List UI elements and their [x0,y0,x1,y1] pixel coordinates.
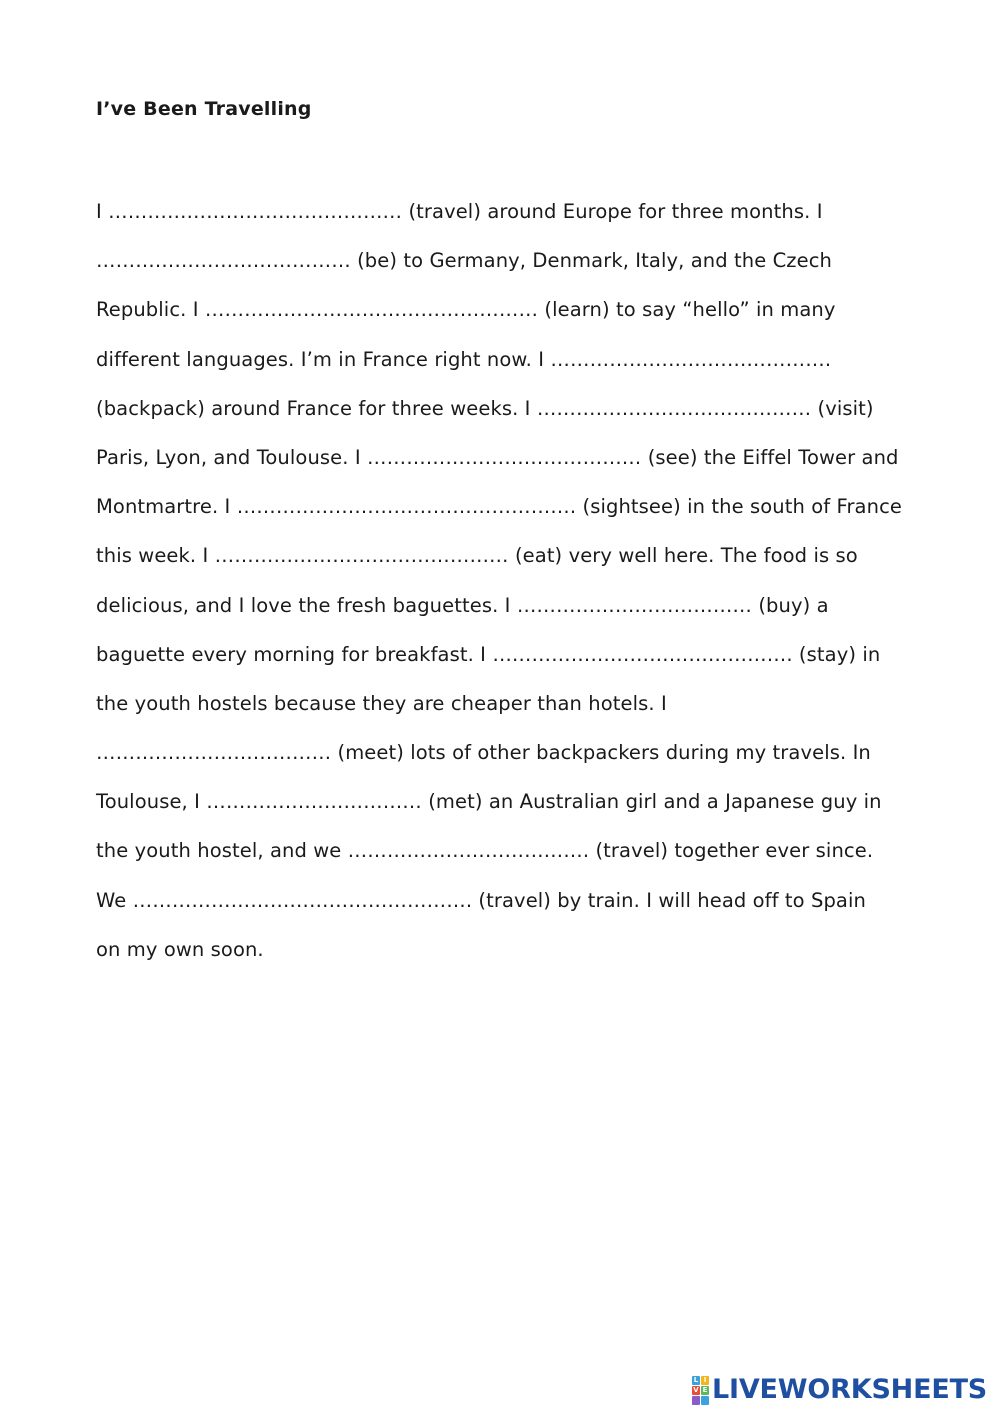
logo-mark-tile: E [702,1385,708,1394]
logo-mark-tile [692,1396,700,1405]
passage-line: Montmartre. I ……………………………………………. (sightsee) in the south of France [96,495,902,519]
logo-mark-tile: I [701,1376,709,1385]
passage-line: We ……………………………………………. (travel) by train. I will head off to Spain [96,888,866,912]
logo-mark-tile: L [693,1375,699,1384]
passage-line: this week. I ……………………………………… (eat) very well here. The food is so [96,544,858,568]
logo-mark-tile: V [693,1385,699,1394]
liveworksheets-logo-text: LIVEWORKSHEETS [712,1374,988,1405]
passage-line: on my own soon. [96,937,264,961]
passage-line: Paris, Lyon, and Toulouse. I …………………………………… (see) the Eiffel Tower and [96,445,899,469]
passage-line: the youth hostel, and we ………………………………. (travel) together ever since. [96,839,874,863]
logo-mark-tile [701,1396,709,1405]
worksheet-title: I’ve Been Travelling [96,98,312,120]
passage-line: ………………………………… (be) to Germany, Denmark, Italy, and the Czech [96,249,833,273]
passage-line: I ……………………………………… (travel) around Europe for three months. I [96,200,823,223]
passage-line: delicious, and I love the fresh baguettes. I ……………………………… (buy) a [96,593,829,617]
passage-line: (backpack) around France for three weeks. I …………………………………… (visit) [96,396,874,420]
gap-fill-passage [96,196,926,983]
passage-line: ……………………………… (meet) lots of other backpackers during my travels. In [96,741,871,765]
passage-line: Toulouse, I …………………………… (met) an Australian girl and a Japanese guy in [96,790,882,814]
passage-line: Republic. I …………………………………………… (learn) to say “hello” in many [96,298,836,322]
worksheet-header [96,98,916,120]
liveworksheets-logo [692,1374,987,1405]
passage-line: different languages. I’m in France right now. I ……………………………………. [96,347,832,371]
passage-line: the youth hostels because they are cheaper than hotels. I [96,691,667,715]
liveworksheets-logo-icon [692,1376,708,1404]
passage-line: baguette every morning for breakfast. I ………………………………………. (stay) in [96,642,881,666]
